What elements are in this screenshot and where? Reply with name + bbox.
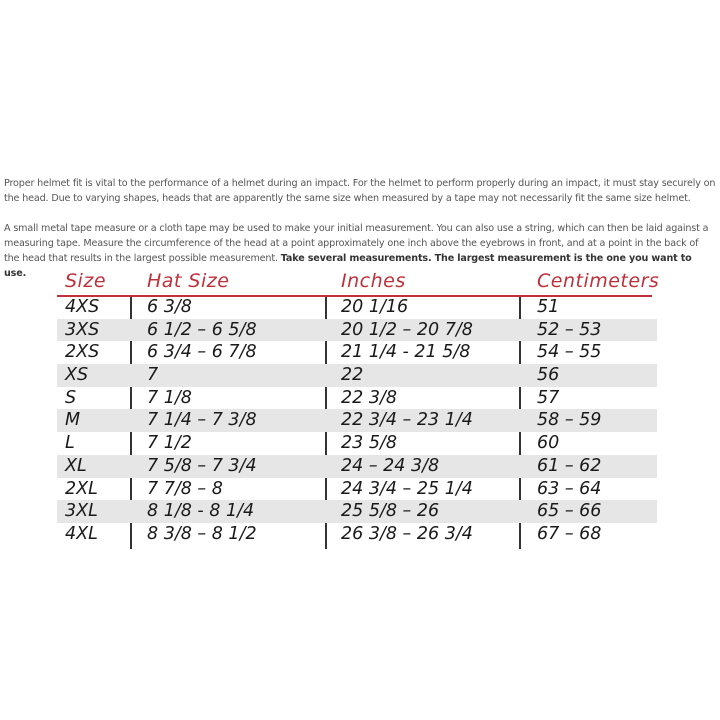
cell-centimeters: 52 – 53 bbox=[537, 319, 602, 340]
cell-hat-size: 6 3/4 – 6 7/8 bbox=[147, 342, 257, 363]
table-row bbox=[57, 296, 657, 319]
table-row bbox=[57, 455, 657, 478]
cell-size: S bbox=[65, 387, 77, 408]
cell-centimeters: 58 – 59 bbox=[537, 410, 602, 431]
cell-size: 2XL bbox=[65, 478, 98, 499]
cell-inches: 24 – 24 3/8 bbox=[341, 455, 440, 476]
cell-inches: 23 5/8 bbox=[341, 433, 397, 454]
cell-size: 4XL bbox=[65, 523, 98, 544]
cell-centimeters: 54 – 55 bbox=[537, 342, 602, 363]
table-body bbox=[57, 296, 657, 546]
cell-inches: 26 3/8 – 26 3/4 bbox=[341, 523, 473, 544]
cell-hat-size: 7 1/8 bbox=[147, 387, 192, 408]
cell-size: XL bbox=[65, 455, 87, 476]
cell-size: M bbox=[65, 410, 81, 431]
header-inches: Inches bbox=[341, 270, 406, 292]
cell-inches: 22 3/4 – 23 1/4 bbox=[341, 410, 473, 431]
cell-centimeters: 61 – 62 bbox=[537, 455, 602, 476]
cell-inches: 25 5/8 – 26 bbox=[341, 501, 440, 522]
table-row bbox=[57, 478, 657, 501]
cell-hat-size: 6 3/8 bbox=[147, 297, 192, 317]
intro-bold-text: Take several measurements. The largest measurement is the one you want to use. bbox=[4, 252, 692, 279]
cell-centimeters: 57 bbox=[537, 387, 560, 408]
cell-hat-size: 7 bbox=[147, 365, 159, 386]
cell-size: 2XS bbox=[65, 342, 100, 363]
cell-inches: 24 3/4 – 25 1/4 bbox=[341, 478, 473, 499]
cell-hat-size: 6 1/2 – 6 5/8 bbox=[147, 319, 257, 340]
cell-hat-size: 7 5/8 – 7 3/4 bbox=[147, 455, 257, 476]
header-size: Size bbox=[65, 270, 107, 292]
cell-centimeters: 67 – 68 bbox=[537, 523, 602, 544]
cell-size: 4XS bbox=[65, 297, 100, 317]
table-row bbox=[57, 341, 657, 364]
cell-hat-size: 7 1/4 – 7 3/8 bbox=[147, 410, 257, 431]
table-row bbox=[57, 500, 657, 523]
table-row bbox=[57, 432, 657, 455]
cell-size: 3XL bbox=[65, 501, 98, 522]
table-row bbox=[57, 523, 657, 546]
table-row bbox=[57, 364, 657, 387]
header-centimeters: Centimeters bbox=[537, 270, 660, 292]
cell-size: XS bbox=[65, 365, 89, 386]
cell-inches: 21 1/4 - 21 5/8 bbox=[341, 342, 471, 363]
cell-centimeters: 51 bbox=[537, 297, 560, 317]
table-row bbox=[57, 409, 657, 432]
cell-inches: 20 1/2 – 20 7/8 bbox=[341, 319, 473, 340]
cell-inches: 22 3/8 bbox=[341, 387, 397, 408]
cell-hat-size: 7 1/2 bbox=[147, 433, 192, 454]
cell-centimeters: 60 bbox=[537, 433, 560, 454]
cell-centimeters: 65 – 66 bbox=[537, 501, 602, 522]
table-header bbox=[57, 268, 660, 296]
table-row bbox=[57, 319, 657, 342]
cell-hat-size: 8 3/8 – 8 1/2 bbox=[147, 523, 257, 544]
intro-text-1: Proper helmet fit is vital to the performance of a helmet during an impact. For the helmet to perform properly during an impact, it must stay securely on the head. Due to varying shapes, heads that are apparently the same size when measured by a tape may not necessarily fit the same size helmet. bbox=[4, 177, 716, 204]
cell-centimeters: 56 bbox=[537, 365, 560, 386]
cell-hat-size: 7 7/8 – 8 bbox=[147, 478, 223, 499]
cell-centimeters: 63 – 64 bbox=[537, 478, 602, 499]
intro-paragraph-1 bbox=[4, 176, 716, 206]
cell-hat-size: 8 1/8 - 8 1/4 bbox=[147, 501, 255, 522]
size-chart-table bbox=[57, 268, 660, 546]
cell-inches: 22 bbox=[341, 365, 364, 386]
header-hat-size: Hat Size bbox=[147, 270, 230, 292]
intro-text-2: A small metal tape measure or a cloth tape may be used to make your initial measurement. You can also use a string, which can then be laid against a measuring tape. Measure the circumference of the head at a point approximately one inch above the eyebrows in front, and at a point in the back of the head that results in the largest possible measurement. bbox=[4, 222, 709, 264]
cell-size: L bbox=[65, 433, 75, 454]
cell-size: 3XS bbox=[65, 319, 100, 340]
table-row bbox=[57, 387, 657, 410]
cell-inches: 20 1/16 bbox=[341, 297, 409, 317]
